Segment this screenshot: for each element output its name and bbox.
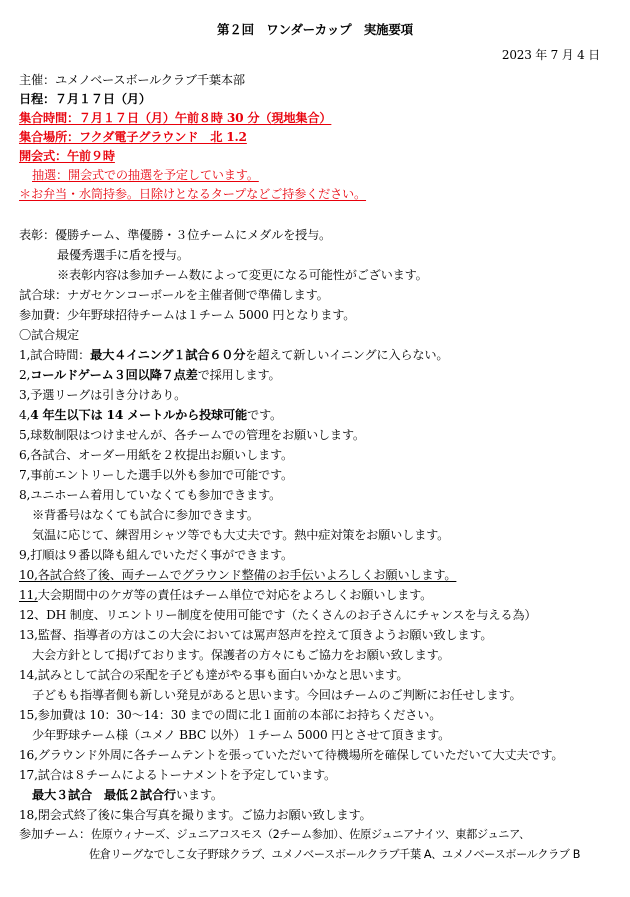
meeting-place-line: 集合場所：フクダ電子グラウンド 北 1.2 [19,130,247,144]
rule-17: 17,試合は８チームによるトーナメントを予定しています。 [19,768,337,782]
rule-13-note: 大会方針として掲げております。保護者の方々にもご協力をお願い致します。 [32,648,450,662]
rule-8-note-1: ※背番号はなくても試合に参加できます。 [32,508,259,522]
rule-11-number: 11, [19,588,38,602]
rule-16: 16,グラウンド外周に各チームテントを張っていただいて待機場所を確保していただいて大丈夫です。 [19,748,564,762]
awards-line: 表彰：優勝チーム、準優勝・３位チームにメダルを授与。 [19,228,332,242]
rule-8: 8,ユニホーム着用していなくても参加できます。 [19,488,281,502]
opening-ceremony-line: 開会式：午前９時 [19,149,115,163]
rule-14-note: 子どもも指導者側も新しい発見があると思います。今回はチームのご判断にお任せします。 [32,688,522,702]
participating-teams-label: 参加チーム： [19,827,91,841]
rules-heading: 〇試合規定 [19,328,79,342]
meeting-time-line: 集合時間：７月１７日（月）午前８時 30 分（現地集合） [19,111,332,125]
awards-note-line: ※表彰内容は参加チーム数によって変更になる可能性がございます。 [57,268,428,282]
rule-15-note: 少年野球チーム様（ユメノ BBC 以外）１チーム 5000 円とさせて頂きます。 [32,728,451,742]
rule-17-note-emphasis: 最大３試合 最低２試合行 [32,788,176,802]
lottery-line: 抽選：開会式での抽選を予定しています。 [32,168,259,182]
fee-line: 参加費：少年野球招待チームは１チーム 5000 円となります。 [19,308,356,322]
rule-12: 12、DH 制度、リエントリー制度を使用可能です（たくさんのお子さんにチャンスを与える為） [19,608,537,622]
rule-4-prefix: 4, [19,408,31,422]
rule-14: 14,試みとして試合の采配を子ども達がやる事も面白いかなと思います。 [19,668,409,682]
rule-3: 3,予選リーグは引き分けあり。 [19,388,187,402]
schedule-line: 日程：７月１７日（月） [19,92,151,106]
rule-8-note-2: 気温に応じて、練習用シャツ等でも大丈夫です。熱中症対策をお願いします。 [32,528,450,542]
rule-1 [19,347,448,363]
bring-items-line: ＊お弁当・水筒持参。日除けとなるタープなどご持参ください。 [19,187,367,201]
document-title: 第２回 ワンダーカップ 実施要項 [217,22,413,37]
rule-2-prefix: 2, [19,368,31,382]
rule-18: 18,閉会式終了後に集合写真を撮ります。ご協力お願い致します。 [19,808,372,822]
rule-15: 15,参加費は 10：30～14：30 までの間に北１面前の本部にお持ちください。 [19,708,442,722]
rule-10: 10,各試合終了後、両チームでグラウンド整備のお手伝いよろしくお願いします。 [19,568,457,582]
rule-4 [19,407,282,423]
participating-teams-line-2: 佐倉リーグなでしこ女子野球クラブ、ユメノベースボールクラブ千葉 A、ユメノベースボールクラブ B [89,848,581,861]
rule-17-note-suffix: います。 [175,788,223,802]
organizer-line: 主催：ユメノベースボールクラブ千葉本部 [19,73,245,87]
rule-5: 5,球数制限はつけませんが、各チームでの管理をお願いします。 [19,428,365,442]
rule-2-suffix: で採用します。 [197,368,281,382]
rule-11 [19,587,432,603]
rule-13: 13,監督、指導者の方はこの大会においては罵声怒声を控えて頂きようお願い致します。 [19,628,493,642]
ball-line: 試合球：ナガセケンコーボールを主催者側で準備します。 [19,288,329,302]
document-date: 2023 年 7 月 4 日 [501,48,600,62]
rule-1-prefix: 1,試合時間： [19,348,91,362]
rule-1-suffix: を超えて新しいイニングに入らない。 [245,348,449,362]
participating-teams-list-1: 佐原ウィナーズ、ジュニアコスモス（2チーム参加）、佐原ジュニアナイツ、東都ジュニア、 [90,828,530,841]
rule-11-text: 大会期間中のケガ等の責任はチーム単位で対応をよろしくお願いします。 [37,588,433,602]
rule-1-emphasis: 最大４イニング１試合６０分 [90,348,246,362]
rule-4-suffix: です。 [247,408,283,422]
rule-7: 7,事前エントリーした選手以外も参加で可能です。 [19,468,293,482]
rule-17-note [32,787,223,803]
awards-mvp-line: 最優秀選手に盾を授与。 [57,248,189,262]
participating-teams-line-1 [19,826,530,843]
rule-6: 6,各試合、オーダー用紙を２枚提出お願いします。 [19,448,293,462]
rule-9: 9,打順は９番以降も組んでいただく事ができます。 [19,548,293,562]
rule-2 [19,367,281,383]
rule-2-emphasis: コールドゲーム３回以降７点差 [30,368,198,382]
rule-4-emphasis: 4 年生以下は 14 メートルから投球可能 [30,408,248,422]
